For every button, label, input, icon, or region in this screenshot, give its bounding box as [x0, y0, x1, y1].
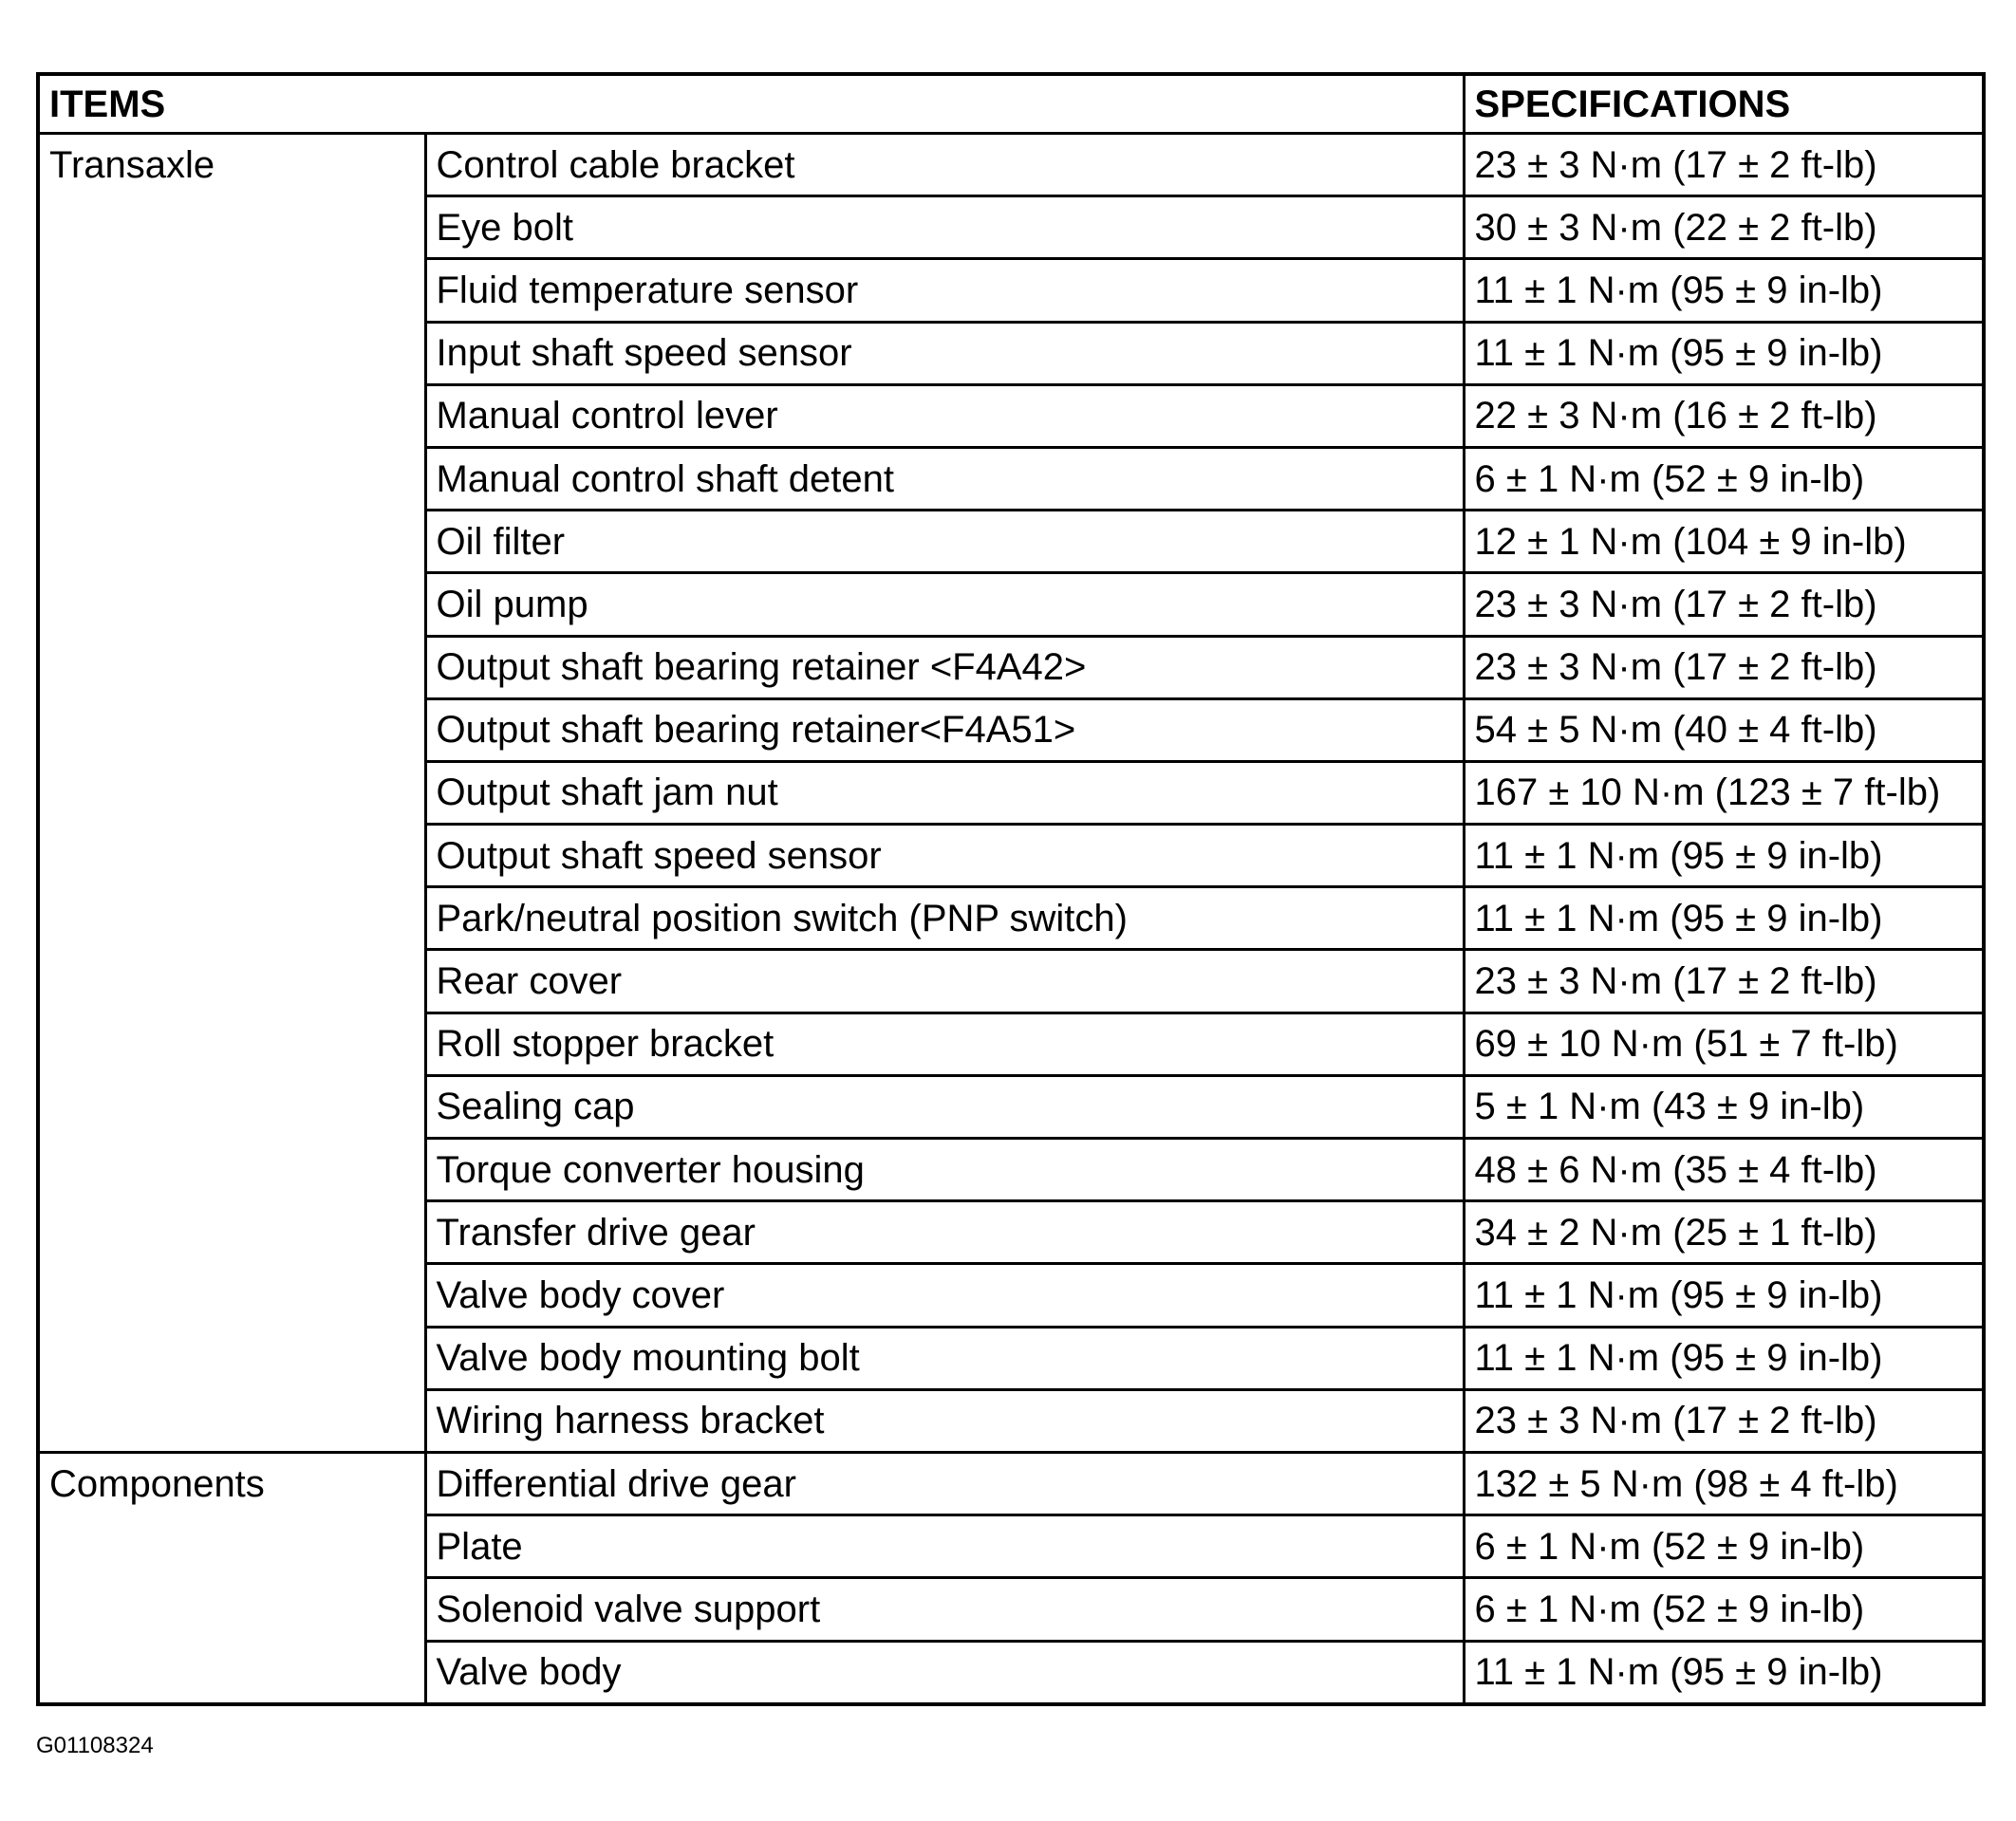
spec-cell: 23 ± 3 N·m (17 ± 2 ft-lb) [1464, 134, 1984, 196]
spec-cell: 12 ± 1 N·m (104 ± 9 in-lb) [1464, 511, 1984, 573]
table-body [38, 134, 1984, 1705]
item-cell: Wiring harness bracket [425, 1389, 1464, 1452]
spec-cell: 23 ± 3 N·m (17 ± 2 ft-lb) [1464, 950, 1984, 1013]
spec-cell: 11 ± 1 N·m (95 ± 9 in-lb) [1464, 1641, 1984, 1704]
item-cell: Output shaft jam nut [425, 761, 1464, 824]
items-header: ITEMS [38, 74, 1464, 134]
specifications-header: SPECIFICATIONS [1464, 74, 1984, 134]
spec-cell: 6 ± 1 N·m (52 ± 9 in-lb) [1464, 1515, 1984, 1578]
item-cell: Valve body mounting bolt [425, 1327, 1464, 1389]
spec-cell: 11 ± 1 N·m (95 ± 9 in-lb) [1464, 322, 1984, 384]
item-cell: Transfer drive gear [425, 1201, 1464, 1264]
item-cell: Manual control lever [425, 384, 1464, 447]
item-cell: Manual control shaft detent [425, 447, 1464, 510]
spec-cell: 23 ± 3 N·m (17 ± 2 ft-lb) [1464, 636, 1984, 698]
spec-cell: 69 ± 10 N·m (51 ± 7 ft-lb) [1464, 1013, 1984, 1075]
spec-cell: 11 ± 1 N·m (95 ± 9 in-lb) [1464, 887, 1984, 950]
spec-cell: 11 ± 1 N·m (95 ± 9 in-lb) [1464, 1327, 1984, 1389]
table-header-row [38, 74, 1984, 134]
spec-cell: 23 ± 3 N·m (17 ± 2 ft-lb) [1464, 1389, 1984, 1452]
figure-id: G01108324 [36, 1733, 154, 1758]
item-cell: Fluid temperature sensor [425, 259, 1464, 322]
spec-cell: 34 ± 2 N·m (25 ± 1 ft-lb) [1464, 1201, 1984, 1264]
item-cell: Eye bolt [425, 196, 1464, 259]
spec-cell: 54 ± 5 N·m (40 ± 4 ft-lb) [1464, 698, 1984, 761]
spec-cell: 11 ± 1 N·m (95 ± 9 in-lb) [1464, 825, 1984, 887]
item-cell: Differential drive gear [425, 1452, 1464, 1514]
item-cell: Valve body cover [425, 1264, 1464, 1327]
item-cell: Sealing cap [425, 1075, 1464, 1138]
spec-cell: 23 ± 3 N·m (17 ± 2 ft-lb) [1464, 573, 1984, 636]
table-row [38, 1452, 1984, 1514]
spec-cell: 6 ± 1 N·m (52 ± 9 in-lb) [1464, 1578, 1984, 1641]
torque-spec-table [36, 72, 1986, 1706]
group-label: Transaxle [38, 134, 425, 1453]
item-cell: Solenoid valve support [425, 1578, 1464, 1641]
item-cell: Oil pump [425, 573, 1464, 636]
item-cell: Plate [425, 1515, 1464, 1578]
table-row [38, 134, 1984, 196]
item-cell: Input shaft speed sensor [425, 322, 1464, 384]
spec-cell: 30 ± 3 N·m (22 ± 2 ft-lb) [1464, 196, 1984, 259]
item-cell: Torque converter housing [425, 1139, 1464, 1201]
item-cell: Oil filter [425, 511, 1464, 573]
spec-cell: 11 ± 1 N·m (95 ± 9 in-lb) [1464, 259, 1984, 322]
spec-cell: 132 ± 5 N·m (98 ± 4 ft-lb) [1464, 1452, 1984, 1514]
item-cell: Rear cover [425, 950, 1464, 1013]
spec-cell: 22 ± 3 N·m (16 ± 2 ft-lb) [1464, 384, 1984, 447]
item-cell: Control cable bracket [425, 134, 1464, 196]
spec-cell: 167 ± 10 N·m (123 ± 7 ft-lb) [1464, 761, 1984, 824]
item-cell: Output shaft bearing retainer <F4A42> [425, 636, 1464, 698]
item-cell: Valve body [425, 1641, 1464, 1704]
spec-cell: 48 ± 6 N·m (35 ± 4 ft-lb) [1464, 1139, 1984, 1201]
item-cell: Output shaft bearing retainer<F4A51> [425, 698, 1464, 761]
group-label: Components [38, 1452, 425, 1704]
item-cell: Roll stopper bracket [425, 1013, 1464, 1075]
item-cell: Output shaft speed sensor [425, 825, 1464, 887]
spec-cell: 6 ± 1 N·m (52 ± 9 in-lb) [1464, 447, 1984, 510]
spec-cell: 11 ± 1 N·m (95 ± 9 in-lb) [1464, 1264, 1984, 1327]
item-cell: Park/neutral position switch (PNP switch) [425, 887, 1464, 950]
spec-cell: 5 ± 1 N·m (43 ± 9 in-lb) [1464, 1075, 1984, 1138]
